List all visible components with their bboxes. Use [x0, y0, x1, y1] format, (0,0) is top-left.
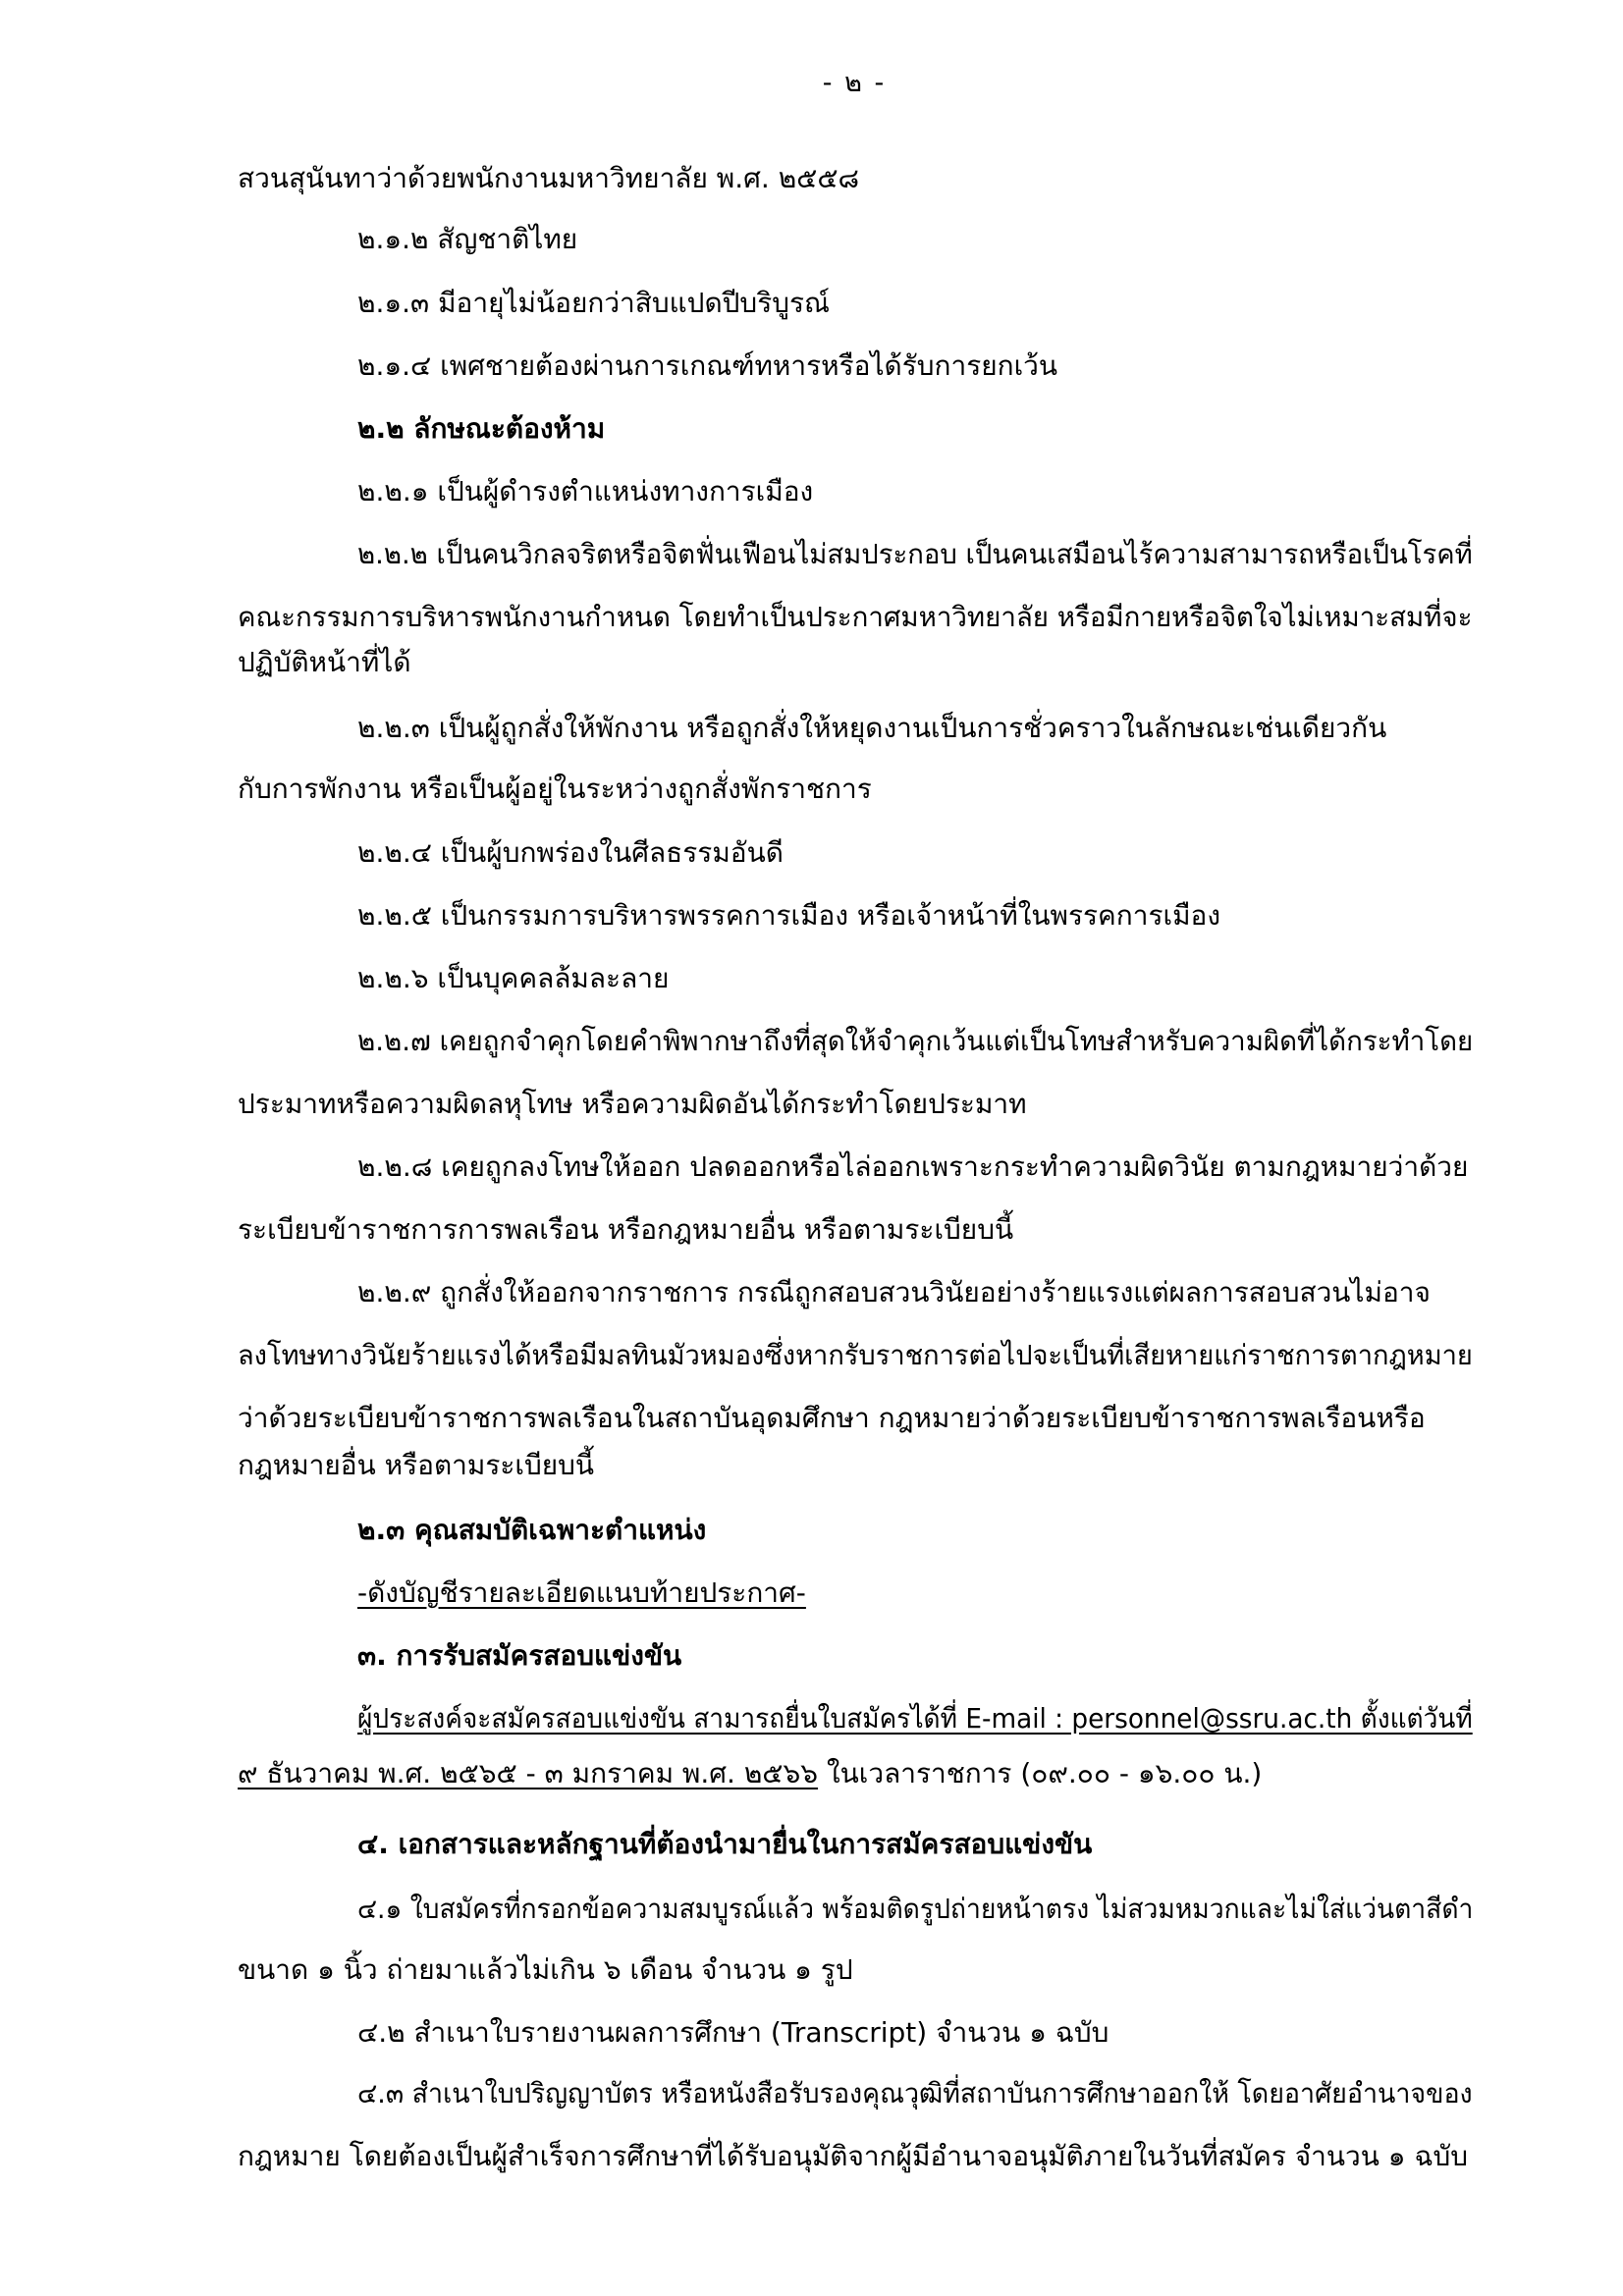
line-text: ๒.๒.๕ เป็นกรรมการบริหารพรรคการเมือง หรือเจ้าหน้าที่ในพรรคการเมือง	[357, 899, 1221, 932]
line-text: ๒.๑.๒ สัญชาติไทย	[357, 223, 578, 255]
section-heading	[357, 1825, 1092, 1864]
line-text: กับการพักงาน หรือเป็นผู้อยู่ในระหว่างถูกสั่งพักราชการ	[238, 773, 872, 805]
text-line	[238, 598, 1472, 637]
underlined-text: ๙ ธันวาคม พ.ศ. ๒๕๖๕ - ๓ มกราคม พ.ศ. ๒๕๖๖	[238, 1757, 819, 1789]
text-line	[357, 472, 813, 511]
text-line	[238, 1399, 1426, 1438]
text-line	[238, 643, 411, 682]
line-text: ๒.๑.๓ มีอายุไม่น้อยกว่าสิบแปดปีบริบูรณ์	[357, 287, 831, 319]
section-heading	[357, 1511, 706, 1550]
line-text: ๔.๒ สำเนาใบรายงานผลการศึกษา (Transcript) จำนวน ๑ ฉบับ	[357, 2016, 1109, 2049]
text-line	[357, 284, 830, 323]
line-text: ๒.๑.๔ เพศชายต้องผ่านการเกณฑ์ทหารหรือได้รับการยกเว้น	[357, 349, 1058, 382]
line-text: กฎหมายอื่น หรือตามระเบียบนี้	[238, 1449, 595, 1481]
text-line	[238, 1210, 1013, 1250]
text-line	[357, 833, 784, 873]
text-line	[357, 220, 577, 259]
line-text: ๒.๒ ลักษณะต้องห้าม	[357, 412, 606, 445]
line-text: ๒.๒.๔ เป็นผู้บกพร่องในศีลธรรมอันดี	[357, 836, 784, 869]
line-text: ระเบียบข้าราชการการพลเรือน หรือกฎหมายอื่น หรือตามระเบียบนี้	[238, 1213, 1014, 1246]
line-text: ปฏิบัติหน้าที่ได้	[238, 646, 411, 678]
text-line	[357, 1022, 1473, 1061]
line-text: ๔.๓ สำเนาใบปริญญาบัตร หรือหนังสือรับรองคุณวุฒิที่สถาบันการศึกษาออกให้ โดยอาศัยอำนาจของ	[357, 2077, 1473, 2109]
line-text: ๒.๒.๙ ถูกสั่งให้ออกจากราชการ กรณีถูกสอบสวนวินัยอย่างร้ายแรงแต่ผลการสอบสวนไม่อาจ	[357, 1276, 1431, 1308]
text-line	[357, 709, 1386, 748]
text-line	[238, 159, 859, 198]
text-line	[238, 2137, 1468, 2176]
line-text: ๔.๑ ใบสมัครที่กรอกข้อความสมบูรณ์แล้ว พร้อมติดรูปถ่ายหน้าตรง ไม่สวมหมวกและไม่ใส่แว่นตาสีดำ	[357, 1893, 1474, 1925]
line-text: ประมาทหรือความผิดลหุโทษ หรือความผิดอันได้กระทำโดยประมาท	[238, 1088, 1027, 1120]
text-line	[357, 1148, 1468, 1187]
line-text: คณะกรรมการบริหารพนักงานกำหนด โดยทำเป็นประกาศมหาวิทยาลัย หรือมีกายหรือจิตใจไม่เหมาะสมที่จะ	[238, 601, 1473, 633]
text-line	[238, 1754, 1262, 1793]
line-text: ๒.๒.๒ เป็นคนวิกลจริตหรือจิตฟั่นเฟือนไม่สมประกอบ เป็นคนเสมือนไร้ความสามารถหรือเป็นโรคที่	[357, 538, 1473, 570]
text-line	[357, 2013, 1109, 2053]
text-line	[238, 1446, 594, 1485]
section-heading	[357, 1636, 681, 1676]
line-text: ๔. เอกสารและหลักฐานที่ต้องนำมายื่นในการสมัครสอบแข่งขัน	[357, 1828, 1093, 1860]
line-text: ๒.๒.๘ เคยถูกลงโทษให้ออก ปลดออกหรือไล่ออกเพราะกระทำความผิดวินัย ตามกฎหมายว่าด้วย	[357, 1150, 1469, 1183]
section-heading	[357, 409, 605, 449]
text-line	[357, 1574, 806, 1613]
line-text: ขนาด ๑ นิ้ว ถ่ายมาแล้วไม่เกิน ๖ เดือน จำนวน ๑ รูป	[238, 1953, 853, 1986]
line-text: สวนสุนันทาว่าด้วยพนักงานมหาวิทยาลัย พ.ศ. ๒๕๕๘	[238, 162, 860, 194]
line-text: ลงโทษทางวินัยร้ายแรงได้หรือมีมลทินมัวหมองซึ่งหากรับราชการต่อไปจะเป็นที่เสียหายแก่ราชการตากฎหมาย	[238, 1339, 1473, 1371]
text-line	[357, 1273, 1431, 1312]
line-text: ๓. การรับสมัครสอบแข่งขัน	[357, 1639, 682, 1672]
line-text: ๒.๒.๓ เป็นผู้ถูกสั่งให้พักงาน หรือถูกสั่งให้หยุดงานเป็นการชั่วคราวในลักษณะเช่นเดียวกัน	[357, 712, 1387, 744]
text-line	[357, 1699, 1473, 1738]
text-line	[238, 1336, 1473, 1375]
text-line	[357, 2074, 1473, 2113]
underlined-text: ผู้ประสงค์จะสมัครสอบแข่งขัน สามารถยื่นใบสมัครได้ที่ E-mail : personnel@ssru.ac.th ตั้งแต่วันที่	[357, 1702, 1473, 1735]
line-text: ว่าด้วยระเบียบข้าราชการพลเรือนในสถาบันอุดมศึกษา กฎหมายว่าด้วยระเบียบข้าราชการพลเรือนหรือ	[238, 1402, 1426, 1434]
underlined-text: -ดังบัญชีรายละเอียดแนบท้ายประกาศ-	[357, 1576, 806, 1609]
page-number: - ๒ -	[822, 68, 887, 98]
line-text-tail: ในเวลาราชการ (๐๙.๐๐ - ๑๖.๐๐ น.)	[818, 1757, 1263, 1789]
text-line	[357, 1890, 1473, 1929]
text-line	[357, 535, 1473, 574]
line-text: ๒.๒.๗ เคยถูกจำคุกโดยคำพิพากษาถึงที่สุดให้จำคุกเว้นแต่เป็นโทษสำหรับความผิดที่ได้กระทำโดย	[357, 1025, 1474, 1057]
text-line	[238, 1950, 853, 1990]
line-text: ๒.๓ คุณสมบัติเฉพาะตำแหน่ง	[357, 1514, 707, 1546]
text-line	[357, 959, 669, 998]
text-line	[238, 1085, 1027, 1124]
text-line	[357, 347, 1057, 386]
text-line	[357, 896, 1220, 935]
line-text: ๒.๒.๑ เป็นผู้ดำรงตำแหน่งทางการเมือง	[357, 475, 814, 507]
line-text: ๒.๒.๖ เป็นบุคคลล้มละลาย	[357, 962, 670, 994]
line-text: กฎหมาย โดยต้องเป็นผู้สำเร็จการศึกษาที่ได้รับอนุมัติจากผู้มีอำนาจอนุมัติภายในวันที่สมัคร จำนวน ๑ ฉบับ	[238, 2140, 1469, 2172]
text-line	[238, 770, 872, 809]
